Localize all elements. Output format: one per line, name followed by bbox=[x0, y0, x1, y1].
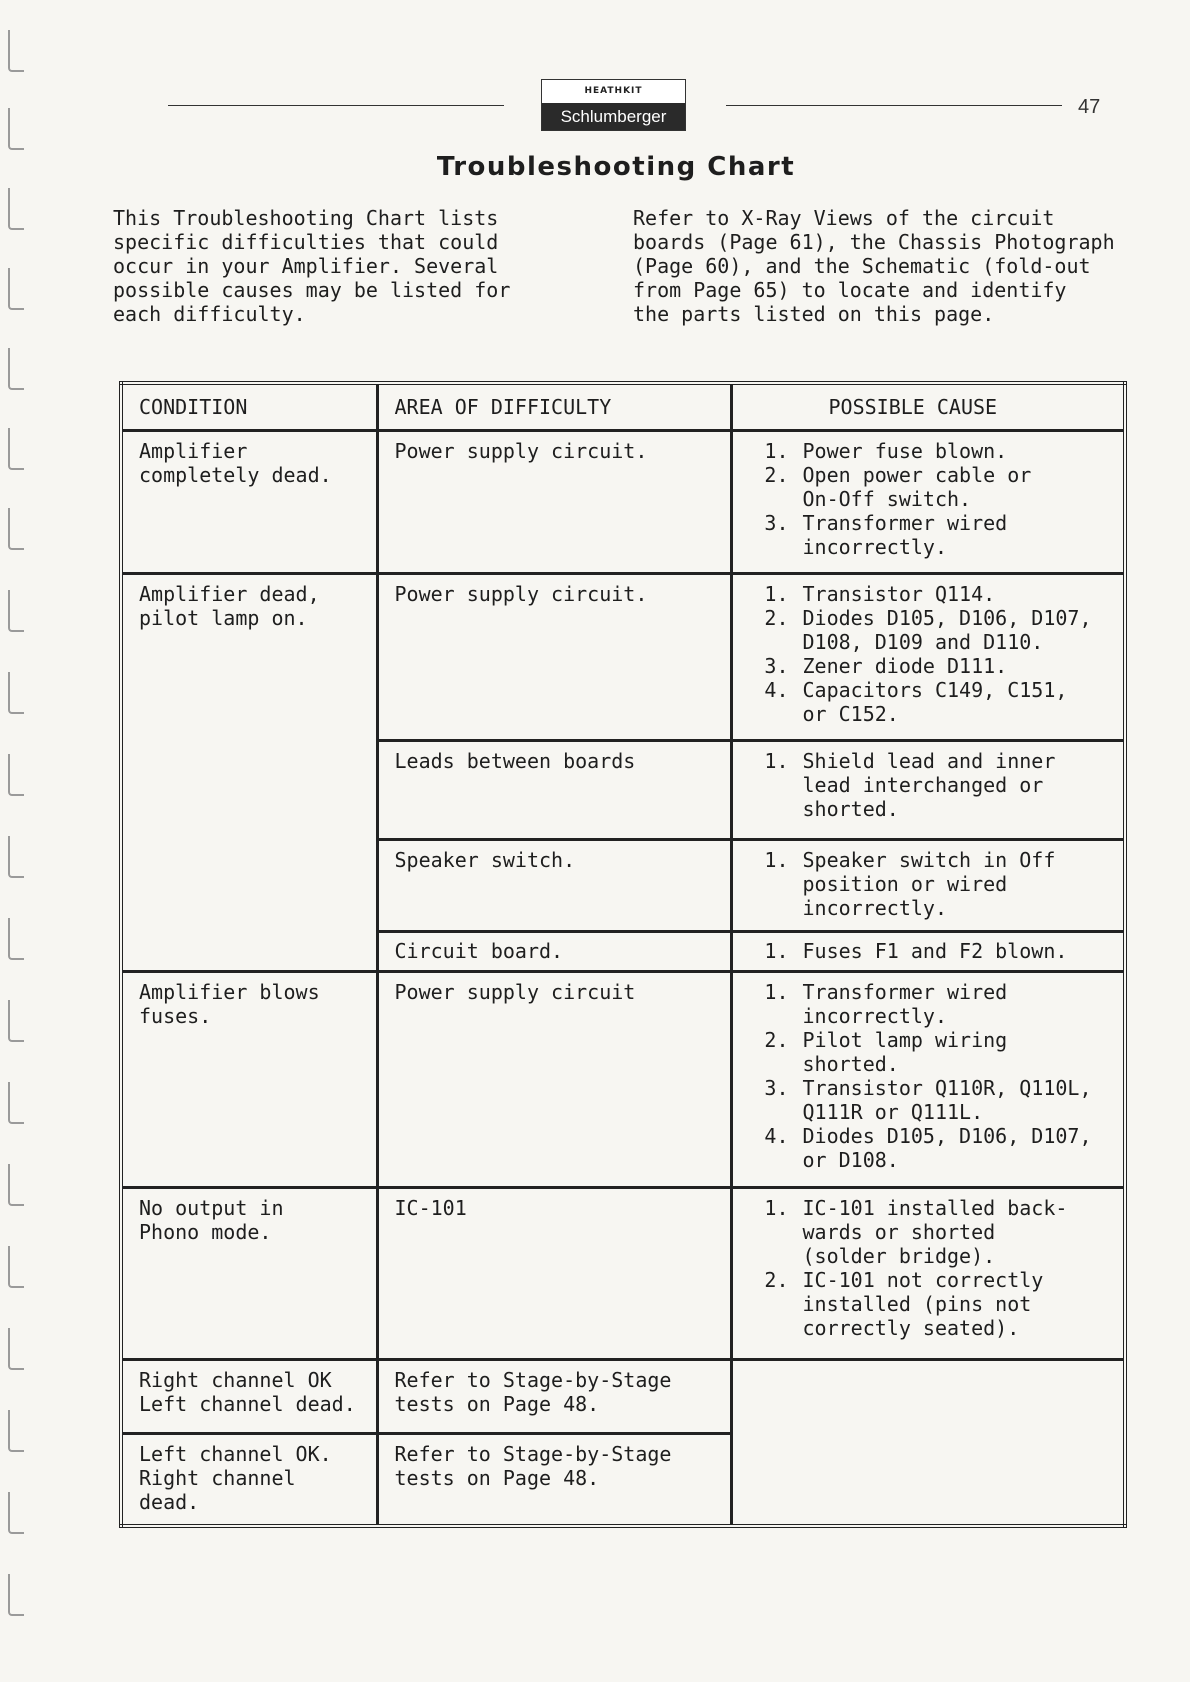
table-row bbox=[121, 972, 1125, 1188]
area-cell: Refer to Stage-by-Stage tests on Page 48. bbox=[377, 1360, 731, 1434]
cause-item: 3. Zener diode D111. bbox=[764, 654, 1008, 678]
cause-cell bbox=[731, 741, 1125, 840]
header-rule-left bbox=[168, 105, 504, 106]
cause-cell bbox=[731, 972, 1125, 1188]
table-header-row bbox=[121, 383, 1125, 431]
binding-ring bbox=[8, 1492, 24, 1534]
binding-ring bbox=[8, 590, 24, 632]
cause-item: 1. Transformer wired incorrectly. bbox=[764, 980, 1008, 1028]
binding-ring bbox=[8, 428, 24, 470]
intro-paragraph-left: This Troubleshooting Chart lists specific difficulties that could occur in your Amplifier. Several possible causes may be listed for each difficulty. bbox=[113, 206, 511, 326]
binding-ring bbox=[8, 268, 24, 310]
cause-item: 1. Speaker switch in Off position or wired incorrectly. bbox=[764, 848, 1056, 920]
area-cell: IC-101 bbox=[377, 1188, 731, 1360]
binding-ring bbox=[8, 1000, 24, 1042]
cause-item: 3. Transformer wired incorrectly. bbox=[764, 511, 1008, 559]
binding-ring bbox=[8, 918, 24, 960]
intro-paragraph-right: Refer to X-Ray Views of the circuit boards (Page 61), the Chassis Photograph (Page 60), and the Schematic (fold-out from Page 65) to locate and identify the parts listed on this page. bbox=[633, 206, 1115, 326]
condition-cell: Amplifier dead, pilot lamp on. bbox=[121, 574, 377, 972]
binding-ring bbox=[8, 188, 24, 230]
cause-cell bbox=[731, 574, 1125, 741]
troubleshooting-table bbox=[119, 381, 1127, 1528]
cause-cell bbox=[731, 1188, 1125, 1360]
header-rule-right bbox=[726, 105, 1062, 106]
condition-cell: No output in Phono mode. bbox=[121, 1188, 377, 1360]
column-header-condition: CONDITION bbox=[121, 383, 377, 431]
cause-item: 4. Diodes D105, D106, D107, or D108. bbox=[764, 1124, 1092, 1172]
cause-item: 2. Open power cable or On-Off switch. bbox=[764, 463, 1032, 511]
binding-ring bbox=[8, 672, 24, 714]
binding-ring bbox=[8, 1574, 24, 1616]
area-cell: Circuit board. bbox=[377, 932, 731, 972]
condition-cell: Right channel OK Left channel dead. bbox=[121, 1360, 377, 1434]
cause-cell-empty bbox=[731, 1360, 1125, 1527]
binding-ring bbox=[8, 108, 24, 150]
table-row bbox=[121, 574, 1125, 741]
heathkit-logo bbox=[541, 79, 686, 131]
cause-item: 2. IC-101 not correctly installed (pins not correctly seated). bbox=[764, 1268, 1044, 1340]
area-cell: Power supply circuit bbox=[377, 972, 731, 1188]
logo-brand-bottom: Schlumberger bbox=[542, 103, 685, 130]
cause-item: 1. Fuses F1 and F2 blown. bbox=[764, 939, 1068, 963]
binding-ring bbox=[8, 30, 24, 72]
table-row bbox=[121, 1360, 1125, 1434]
cause-item: 2. Pilot lamp wiring shorted. bbox=[764, 1028, 1008, 1076]
table-row bbox=[121, 431, 1125, 574]
condition-cell: Left channel OK. Right channel dead. bbox=[121, 1434, 377, 1527]
area-cell: Speaker switch. bbox=[377, 840, 731, 932]
spiral-binding bbox=[8, 20, 34, 1680]
area-cell: Power supply circuit. bbox=[377, 431, 731, 574]
area-cell: Refer to Stage-by-Stage tests on Page 48. bbox=[377, 1434, 731, 1527]
binding-ring bbox=[8, 1082, 24, 1124]
cause-item: 1. Power fuse blown. bbox=[764, 439, 1008, 463]
cause-item: 4. Capacitors C149, C151, or C152. bbox=[764, 678, 1068, 726]
cause-item: 2. Diodes D105, D106, D107, D108, D109 and D110. bbox=[764, 606, 1092, 654]
area-cell: Power supply circuit. bbox=[377, 574, 731, 741]
cause-cell bbox=[731, 932, 1125, 972]
cause-item: 3. Transistor Q110R, Q110L, Q111R or Q111L. bbox=[764, 1076, 1092, 1124]
condition-cell: Amplifier completely dead. bbox=[121, 431, 377, 574]
column-header-cause: POSSIBLE CAUSE bbox=[731, 383, 1125, 431]
condition-cell: Amplifier blows fuses. bbox=[121, 972, 377, 1188]
binding-ring bbox=[8, 348, 24, 390]
cause-item: 1. IC-101 installed back- wards or shorted (solder bridge). bbox=[764, 1196, 1068, 1268]
cause-cell bbox=[731, 431, 1125, 574]
binding-ring bbox=[8, 1246, 24, 1288]
cause-cell bbox=[731, 840, 1125, 932]
column-header-area: AREA OF DIFFICULTY bbox=[377, 383, 731, 431]
binding-ring bbox=[8, 508, 24, 550]
logo-brand-top: HEATHKIT bbox=[584, 86, 643, 96]
binding-ring bbox=[8, 1164, 24, 1206]
area-cell: Leads between boards bbox=[377, 741, 731, 840]
table-row bbox=[121, 1188, 1125, 1360]
binding-ring bbox=[8, 754, 24, 796]
cause-item: 1. Shield lead and inner lead interchanged or shorted. bbox=[764, 749, 1056, 821]
binding-ring bbox=[8, 1410, 24, 1452]
cause-item: 1. Transistor Q114. bbox=[764, 582, 996, 606]
page-number: 47 bbox=[1078, 96, 1101, 118]
binding-ring bbox=[8, 836, 24, 878]
binding-ring bbox=[8, 1328, 24, 1370]
page-title: Troubleshooting Chart bbox=[436, 152, 796, 182]
